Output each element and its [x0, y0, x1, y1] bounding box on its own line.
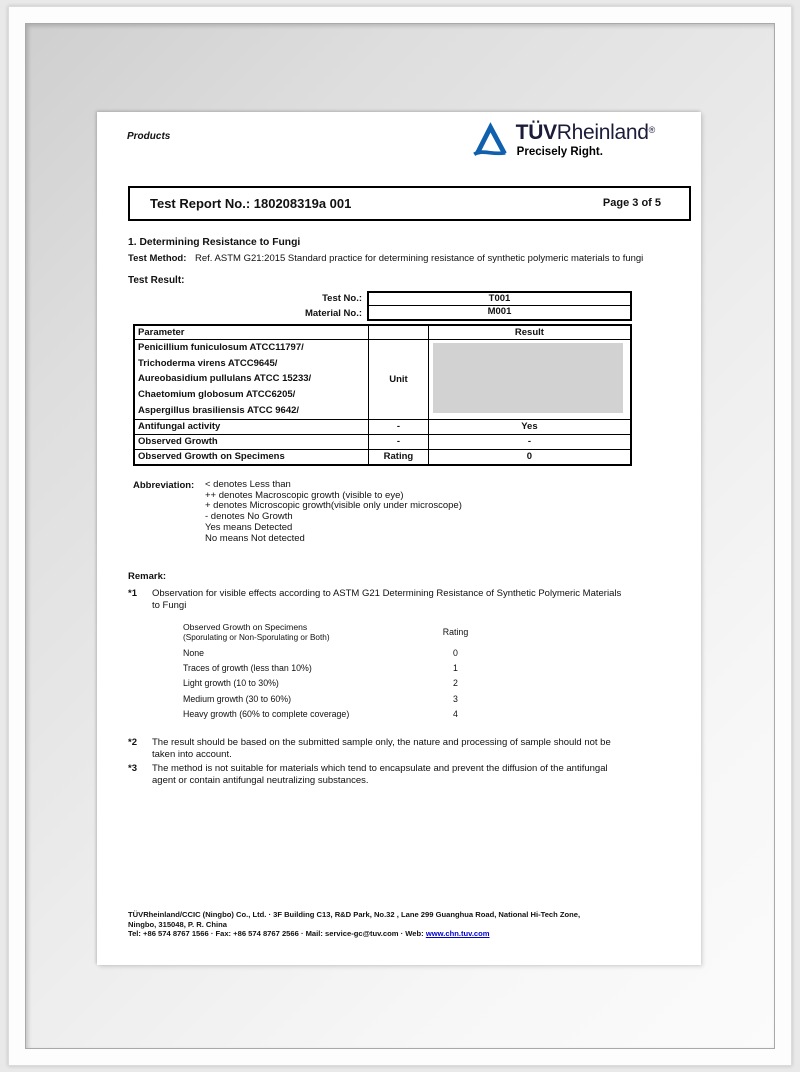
abbreviation-item: No means Not detected	[205, 532, 305, 544]
rating-column-label: Rating	[442, 627, 469, 638]
rating-row-label: Heavy growth (60% to complete coverage)	[183, 708, 350, 719]
redacted-result-box	[433, 343, 623, 413]
company-footer	[128, 910, 683, 939]
material-no-row	[133, 306, 632, 321]
logo-tagline: Precisely Right.	[516, 146, 603, 158]
remark-item-3	[128, 763, 701, 786]
material-no-label: Material No.:	[304, 307, 362, 319]
parameter-cell: Antifungal activity	[134, 419, 369, 434]
document-header	[97, 112, 701, 186]
test-no-row	[133, 291, 632, 306]
footer-address-line2: Ningbo, 315048, P. R. China	[128, 919, 228, 929]
rating-row-label: None	[183, 648, 205, 658]
rating-row-label: Medium growth (30 to 60%)	[183, 693, 292, 704]
rating-row	[183, 646, 493, 661]
report-number: Test Report No.: 180208319a 001	[150, 195, 352, 211]
remark-text: Observation for visible effects according to ASTM G21 Determining Resistance of Synthetic Polymeric Materials to Fungi	[152, 588, 622, 611]
parameter-result-table	[133, 324, 632, 466]
footer-address-line1: TÜVRheinland/CCIC (Ningbo) Co., Ltd. · 3F Building C13, R&D Park, No.32 , Lane 299 Guanghua Road, National Hi-Tech Zone,	[128, 910, 581, 920]
logo-text	[516, 119, 655, 160]
rating-row	[183, 676, 493, 691]
remark-block	[128, 571, 701, 786]
parameter-cell: Observed Growth	[134, 434, 369, 449]
remark-number: *1	[128, 588, 137, 599]
rating-row-value: 4	[453, 708, 458, 719]
tuv-triangle-icon	[472, 121, 509, 161]
website-link[interactable]: www.chn.tuv.com	[425, 929, 490, 939]
remark-item-2	[128, 737, 701, 760]
test-method-label: Test Method:	[128, 253, 187, 265]
tuv-rheinland-logo	[472, 119, 655, 161]
rating-row-value: 3	[453, 693, 458, 704]
organism-item: Chaetomium globosum ATCC6205/	[138, 389, 296, 401]
table-header-row	[134, 325, 631, 340]
table-row	[134, 419, 631, 434]
logo-wordmark	[516, 119, 655, 144]
test-method-row	[128, 253, 691, 265]
abbreviation-item: - denotes No Growth	[205, 511, 293, 523]
logo-tuv: TÜV	[515, 121, 557, 144]
page-indicator: Page 3 of 5	[602, 196, 661, 209]
remark-text: The result should be based on the submitted sample only, the nature and processing of sample should not be taken into account.	[152, 737, 611, 760]
parameter-cell: Observed Growth on Specimens	[134, 449, 369, 465]
abbreviation-item: ++ denotes Macroscopic growth (visible to eye)	[205, 489, 404, 501]
material-no-value: M001	[367, 306, 632, 321]
organism-item: Aureobasidium pullulans ATCC 15233/	[138, 373, 312, 385]
abbreviation-item: < denotes Less than	[205, 478, 291, 490]
rating-header-line1: Observed Growth on Specimens	[183, 622, 308, 632]
test-method-text: Ref. ASTM G21:2015 Standard practice for determining resistance of synthetic polymeric materials to fungi	[195, 253, 644, 265]
rating-row	[183, 692, 493, 707]
abbreviation-items	[205, 480, 462, 545]
rating-header-left	[183, 623, 433, 642]
remark-item-1	[128, 588, 701, 611]
result-table	[133, 291, 632, 466]
rating-row-value: 1	[453, 663, 458, 674]
result-header: Result	[428, 325, 631, 340]
rating-table-header	[183, 623, 493, 642]
unit-cell: Unit	[369, 339, 429, 419]
test-result-label: Test Result:	[128, 274, 185, 286]
abbreviation-label: Abbreviation:	[133, 479, 195, 491]
products-label: Products	[127, 131, 171, 142]
report-number-bar	[128, 186, 691, 221]
remark-label: Remark:	[128, 570, 167, 582]
result-cell: Yes	[428, 419, 631, 434]
result-cell: 0	[428, 449, 631, 465]
remark-number: *2	[128, 737, 137, 749]
abbreviation-block	[133, 480, 701, 545]
organisms-cell	[134, 339, 369, 419]
remark-text: The method is not suitable for materials which tend to encapsulate and prevent the diffusion of the antifungal agent or contain antifungal neutralizing substances.	[152, 763, 608, 786]
test-no-value: T001	[367, 291, 632, 306]
unit-cell: -	[369, 434, 429, 449]
test-report-page	[97, 112, 701, 965]
result-cell: -	[428, 434, 631, 449]
parameter-header: Parameter	[134, 325, 369, 340]
unit-cell: Rating	[369, 449, 429, 465]
organism-item: Penicillium funiculosum ATCC11797/	[138, 341, 304, 353]
rating-row	[183, 661, 493, 676]
table-row	[134, 449, 631, 465]
test-no-label: Test No.:	[322, 292, 362, 304]
table-row	[134, 434, 631, 449]
section-heading: 1. Determining Resistance to Fungi	[128, 237, 301, 248]
rating-header-line2: (Sporulating or Non-Sporulating or Both)	[183, 632, 330, 642]
rating-row	[183, 707, 493, 722]
rating-row-label: Light growth (10 to 30%)	[183, 678, 279, 689]
rating-table	[183, 623, 493, 722]
abbreviation-item: Yes means Detected	[205, 522, 293, 534]
footer-contact-text: Tel: +86 574 8767 1566 · Fax: +86 574 8767 2566 · Mail: service-gc@tuv.com · Web:	[128, 929, 424, 939]
organisms-row	[134, 339, 631, 419]
organism-item: Aspergillus brasiliensis ATCC 9642/	[138, 405, 300, 417]
rating-row-value: 2	[453, 678, 458, 689]
abbreviation-item: + denotes Microscopic growth(visible only under microscope)	[205, 500, 462, 512]
organism-item: Trichoderma virens ATCC9645/	[138, 357, 278, 369]
result-placeholder-cell	[428, 339, 631, 419]
remark-number: *3	[128, 763, 137, 775]
unit-cell: -	[369, 419, 429, 434]
footer-contact-line	[128, 929, 683, 939]
rating-row-value: 0	[453, 648, 458, 658]
unit-header	[369, 325, 429, 340]
rating-row-label: Traces of growth (less than 10%)	[183, 663, 312, 674]
logo-rheinland: Rheinland	[556, 121, 649, 144]
registered-mark: ®	[648, 125, 655, 135]
